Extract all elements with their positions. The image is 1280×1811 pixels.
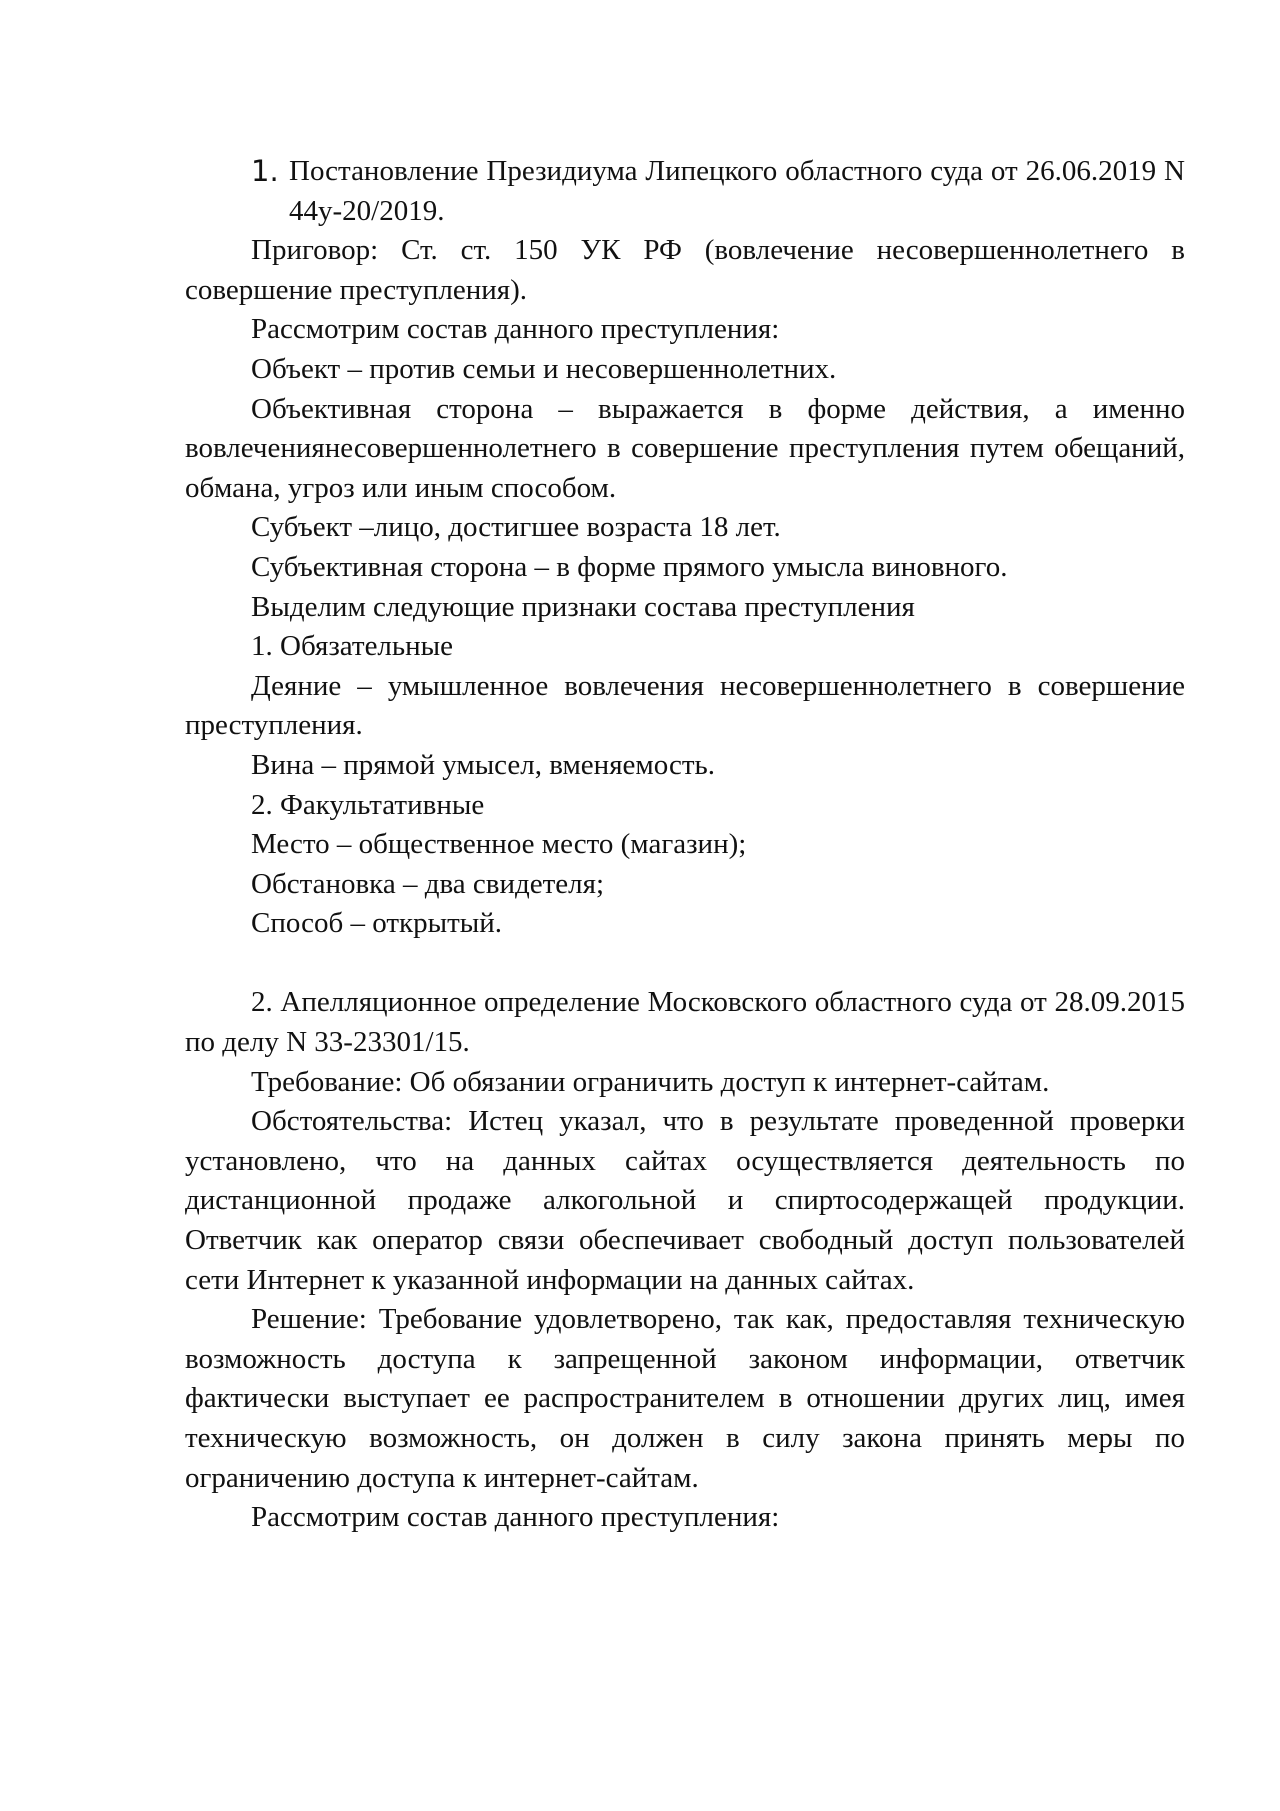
paragraph-object: Объект – против семьи и несовершеннолетних. (251, 352, 837, 385)
paragraph-consider-2: Рассмотрим состав данного преступления: (251, 1501, 780, 1534)
paragraph-guilt: Вина – прямой умысел, вменяемость. (251, 748, 715, 781)
paragraph-objective-side: Объективная сторона – выражается в форме действия, а именно вовлечениянесовершеннолетнего в совершение преступления путем обещаний, обмана, угроз или иным способом. (185, 392, 1185, 504)
paragraph-act: Деяние – умышленное вовлечения несовершеннолетнего в совершение преступления. (185, 669, 1185, 742)
document-page (185, 152, 1185, 1538)
paragraph-requirement: Требование: Об обязании ограничить доступ к интернет-сайтам. (251, 1065, 1050, 1098)
paragraph-optional: 2. Факультативные (251, 788, 485, 821)
blank-line (185, 944, 1185, 984)
case-1-heading (185, 152, 1185, 231)
paragraph-features-intro: Выделим следующие признаки состава преступления (251, 590, 915, 623)
paragraph-mandatory: 1. Обязательные (251, 630, 454, 663)
paragraph-subjective-side: Субъективная сторона – в форме прямого умысла виновного. (251, 550, 1008, 583)
case-2-title: 2. Апелляционное определение Московского областного суда от 28.09.2015 по делу N 33-23301/15. (185, 986, 1185, 1059)
paragraph-circumstances: Обстоятельства: Истец указал, что в результате проведенной проверки установлено, что на данных сайтах осуществляется деятельность по дистанционной продаже алкогольной и спиртосодержащей продукции. Ответчик как оператор связи обеспечивает свободный доступ пользователей сети Интернет к указанной информации на данных сайтах. (185, 1105, 1185, 1296)
list-number: 1. (251, 154, 279, 188)
paragraph-place: Место – общественное место (магазин); (251, 828, 747, 861)
paragraph-decision: Решение: Требование удовлетворено, так как, предоставляя техническую возможность доступа к запрещенной законом информации, ответчик фактически выступает ее распространителем в отношении других лиц, имея техническую возможность, он должен в силу закона принять меры по ограничению доступа к интернет-сайтам. (185, 1303, 1185, 1494)
paragraph-verdict: Приговор: Ст. ст. 150 УК РФ (вовлечение несовершеннолетнего в совершение преступления). (185, 234, 1185, 306)
paragraph-subject: Субъект –лицо, достигшее возраста 18 лет. (251, 511, 781, 544)
paragraph-situation: Обстановка – два свидетеля; (251, 867, 605, 900)
paragraph-method: Способ – открытый. (251, 907, 503, 940)
case-1-title: Постановление Президиума Липецкого областного суда от 26.06.2019 N 44у-20/2019. (289, 155, 1185, 227)
paragraph-consider: Рассмотрим состав данного преступления: (251, 313, 780, 346)
